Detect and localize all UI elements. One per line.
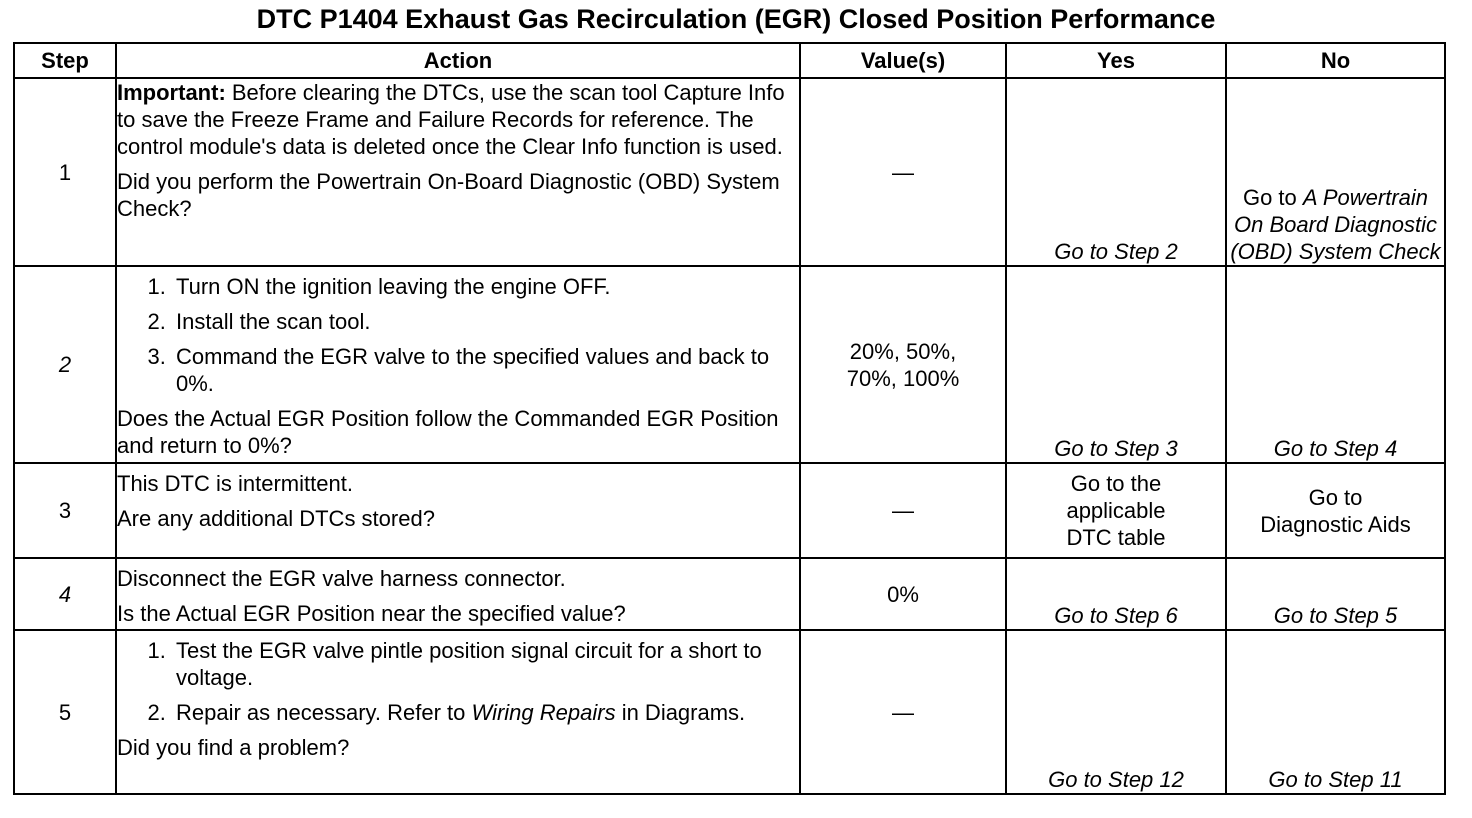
header-yes: Yes (1006, 43, 1226, 78)
no-link[interactable]: Go to Step 4 (1273, 436, 1398, 461)
no-cell[interactable] (1226, 630, 1445, 794)
step-number: 5 (14, 630, 116, 794)
step-question: Does the Actual EGR Position follow the Commanded EGR Position and return to 0%? (117, 406, 779, 458)
table-row (14, 266, 1445, 463)
no-line[interactable]: Go to (1308, 484, 1363, 510)
instruction-item (172, 699, 799, 726)
header-values: Value(s) (800, 43, 1006, 78)
yes-cell[interactable] (1006, 558, 1226, 630)
value-cell (800, 266, 1006, 463)
step-question: Did you perform the Powertrain On-Board Diagnostic (OBD) System Check? (117, 169, 780, 221)
table-row (14, 463, 1445, 558)
action-cell (116, 463, 800, 558)
step-question: Did you find a problem? (117, 735, 350, 760)
diagnostic-table (13, 42, 1446, 795)
no-link[interactable]: Go to Step 5 (1273, 603, 1398, 628)
important-label: Important: (117, 80, 226, 105)
yes-link[interactable]: Go to Step 3 (1054, 436, 1178, 461)
step-question: Is the Actual EGR Position near the specified value? (117, 601, 626, 626)
step-text: Disconnect the EGR valve harness connector. (117, 566, 566, 591)
value-line: 20%, 50%, (849, 338, 957, 364)
step-number: 2 (14, 266, 116, 463)
yes-cell[interactable] (1006, 463, 1226, 558)
yes-cell[interactable] (1006, 630, 1226, 794)
step-number: 4 (14, 558, 116, 630)
action-cell (116, 266, 800, 463)
action-cell (116, 630, 800, 794)
table-header-row (14, 43, 1445, 78)
value-cell: — (800, 463, 1006, 558)
important-text: Before clearing the DTCs, use the scan tool Capture Info to save the Freeze Frame and Failure Records for reference. The control module's data is deleted once the Clear Info function is used. (117, 80, 785, 159)
header-no: No (1226, 43, 1445, 78)
step-number: 3 (14, 463, 116, 558)
value-cell: — (800, 78, 1006, 266)
important-note (117, 79, 799, 160)
yes-link[interactable]: Go to Step 6 (1054, 603, 1178, 628)
no-link[interactable]: Go to Step 11 (1268, 767, 1403, 792)
value-cell: — (800, 630, 1006, 794)
no-cell[interactable] (1226, 558, 1445, 630)
yes-link[interactable]: Go to Step 2 (1054, 239, 1178, 264)
yes-line[interactable]: Go to the (1070, 471, 1162, 496)
page-title: DTC P1404 Exhaust Gas Recirculation (EGR) Closed Position Performance (256, 4, 1216, 34)
yes-cell[interactable] (1006, 78, 1226, 266)
table-row (14, 558, 1445, 630)
instruction-item: 3. Command the EGR valve to the specified values and back to 0%. (172, 343, 799, 397)
no-prefix: Go to (1242, 185, 1303, 210)
step-text: This DTC is intermittent. (117, 471, 353, 496)
no-cell[interactable] (1226, 266, 1445, 463)
action-cell (116, 558, 800, 630)
instruction-suffix: in Diagrams. (615, 700, 746, 725)
table-row (14, 78, 1445, 266)
header-step: Step (14, 43, 116, 78)
instruction-item: 1. Turn ON the ignition leaving the engine OFF. (172, 273, 799, 300)
instruction-item: 2. Install the scan tool. (172, 308, 799, 335)
yes-line[interactable]: DTC table (1066, 525, 1166, 550)
no-link[interactable]: A Powertrain On Board Diagnostic (OBD) System Check (1230, 185, 1441, 264)
no-line[interactable]: Diagnostic Aids (1260, 511, 1411, 537)
header-action: Action (116, 43, 800, 78)
value-cell: 0% (800, 558, 1006, 630)
step-question: Are any additional DTCs stored? (117, 506, 435, 531)
instruction-prefix: Repair as necessary. Refer to (176, 700, 472, 725)
yes-link[interactable]: Go to Step 12 (1048, 767, 1184, 792)
instruction-item: 1. Test the EGR valve pintle position signal circuit for a short to voltage. (172, 637, 799, 691)
no-cell[interactable] (1226, 463, 1445, 558)
value-line: 70%, 100% (846, 365, 960, 391)
step-number: 1 (14, 78, 116, 266)
wiring-repairs-link[interactable]: Wiring Repairs (471, 700, 616, 725)
yes-cell[interactable] (1006, 266, 1226, 463)
step-instructions (117, 637, 799, 726)
table-row (14, 630, 1445, 794)
action-cell (116, 78, 800, 266)
step-instructions (117, 273, 799, 397)
no-cell[interactable] (1226, 78, 1445, 266)
yes-line[interactable]: applicable (1066, 498, 1166, 523)
